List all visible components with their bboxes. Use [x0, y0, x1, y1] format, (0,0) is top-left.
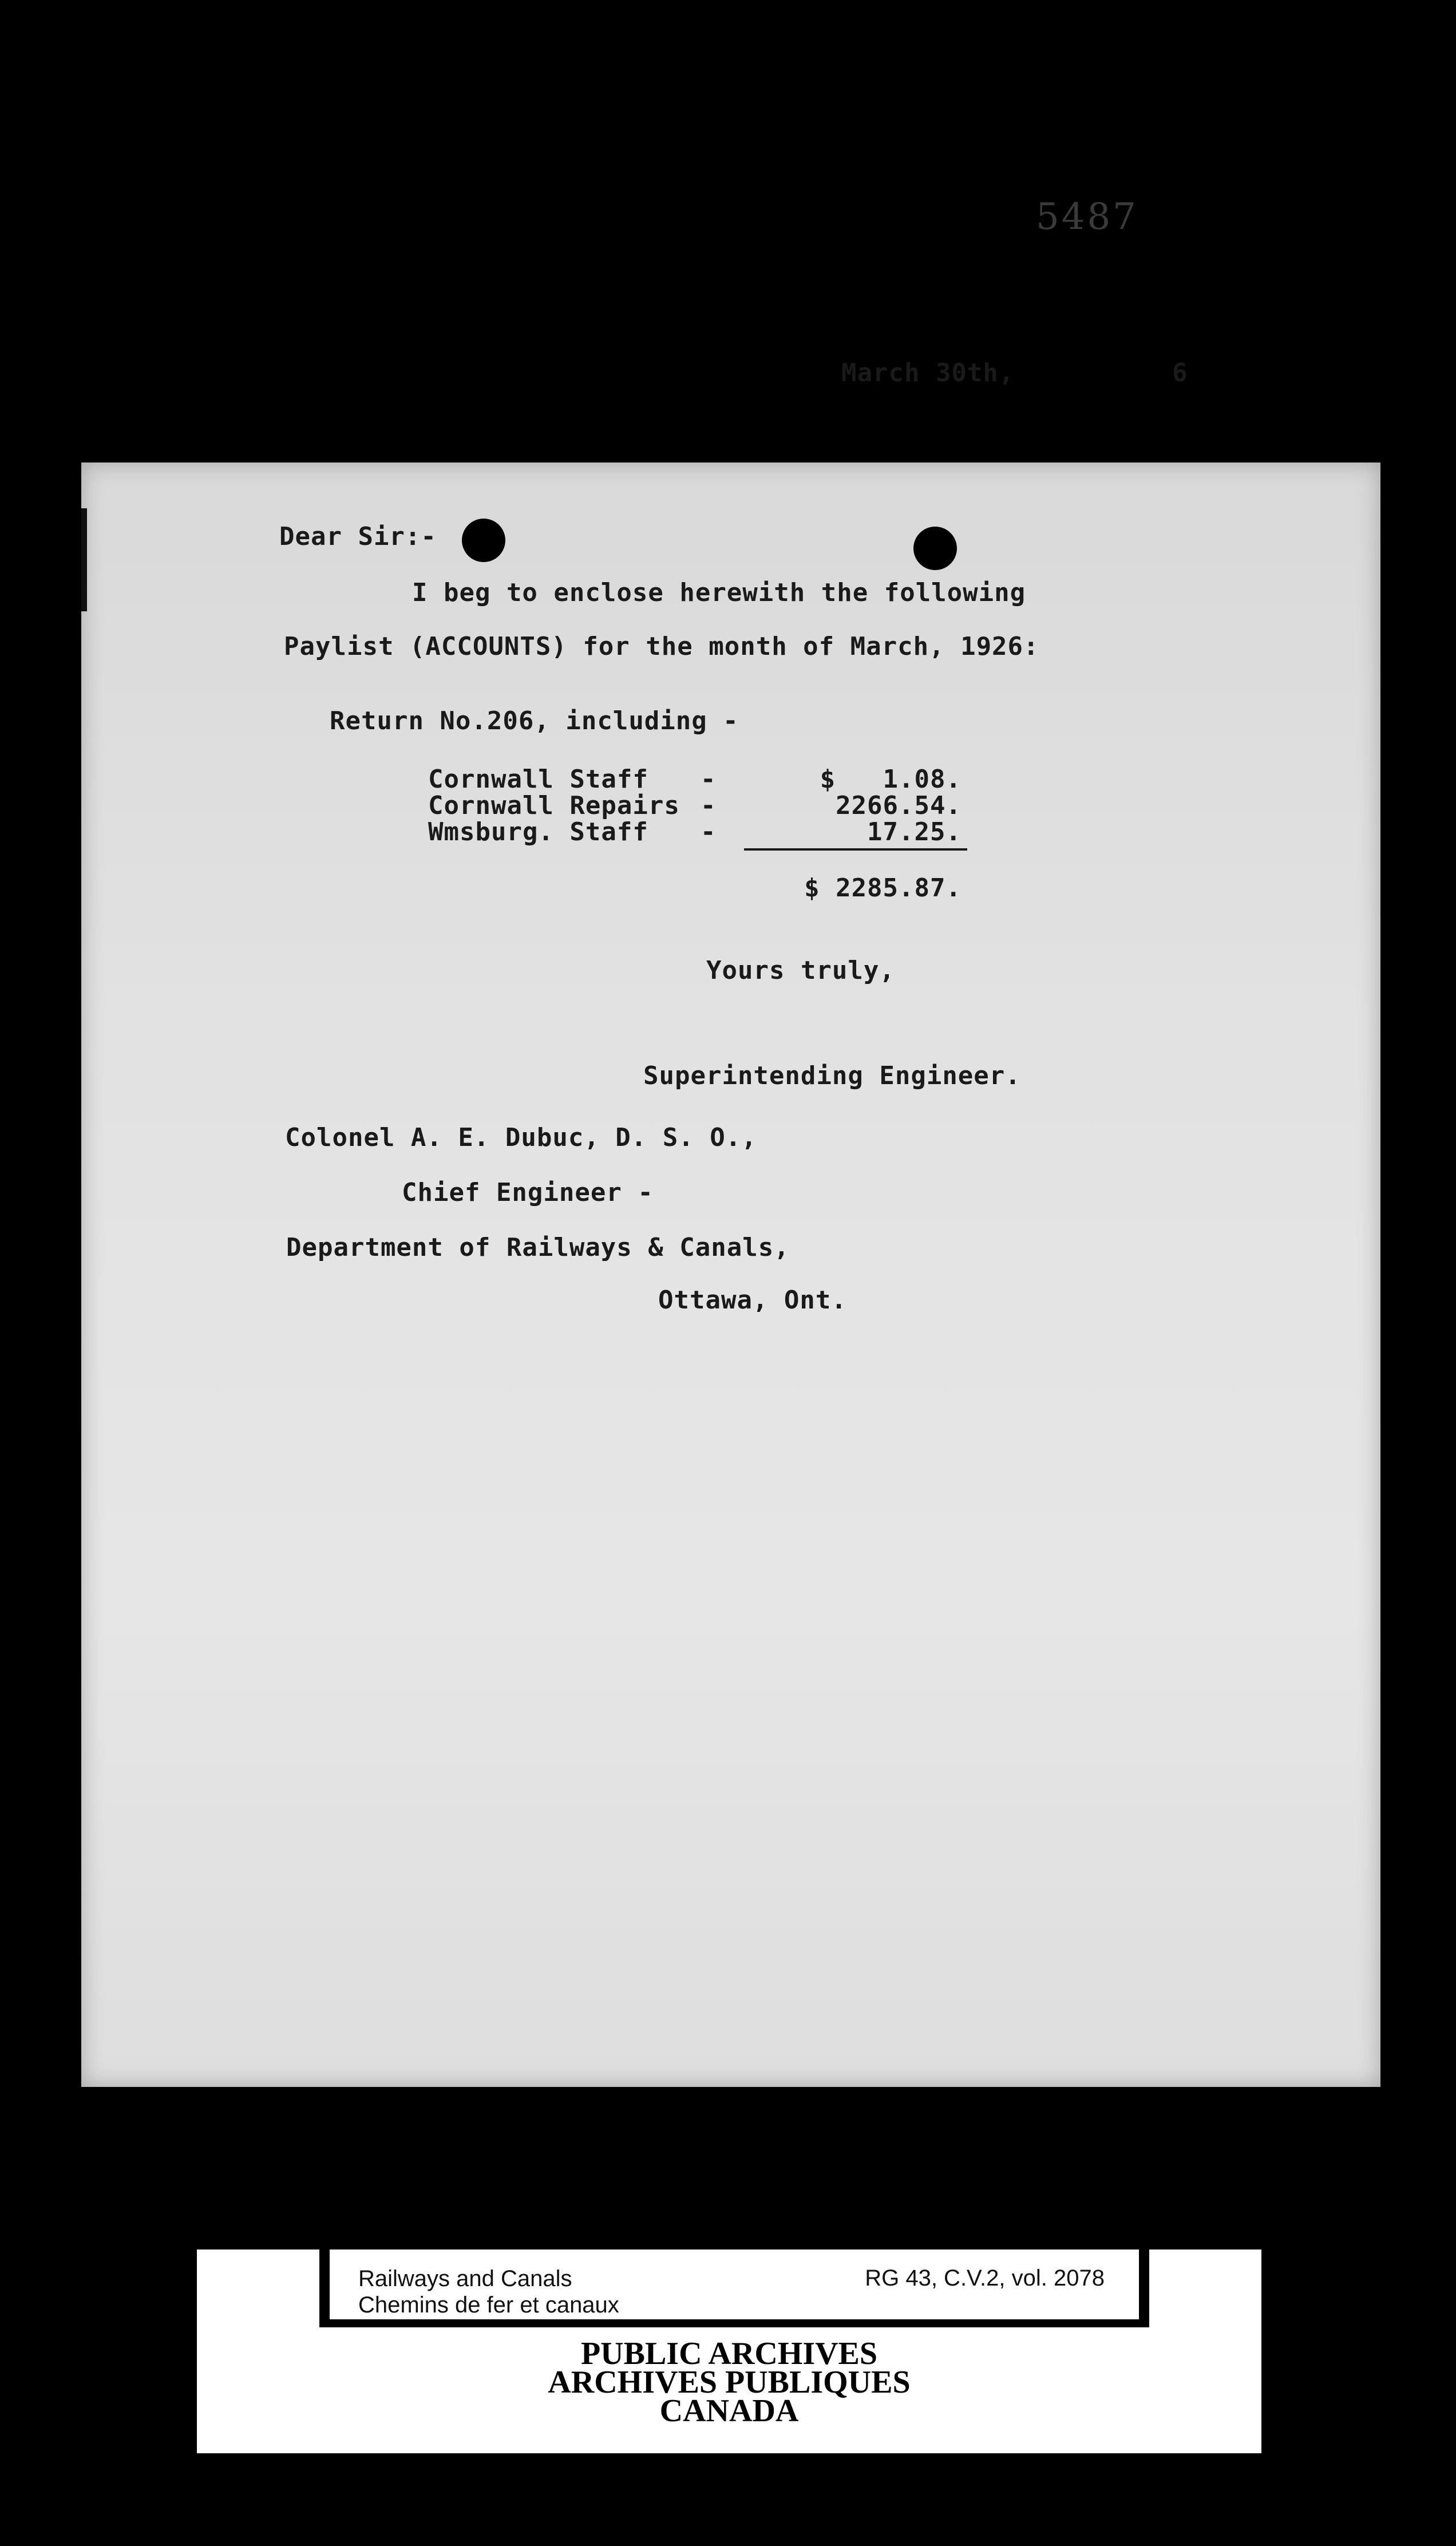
address-line-1: Colonel A. E. Dubuc, D. S. O., [285, 1123, 757, 1152]
punch-hole-left [462, 519, 505, 562]
letter-date: March 30th, [841, 358, 1015, 388]
address-line-4: Ottawa, Ont. [658, 1286, 847, 1315]
signature-title: Superintending Engineer. [643, 1061, 1021, 1090]
item-amount: 2266.54. [836, 791, 962, 820]
return-line: Return No.206, including - [330, 706, 739, 736]
body-line-1: I beg to enclose herewith the following [412, 578, 1026, 607]
item-dash: - [701, 817, 717, 847]
reference-label [319, 2250, 1149, 2327]
salutation: Dear Sir:- [279, 522, 437, 551]
letter-date-suffix: 6 [1172, 358, 1188, 388]
item-label: Cornwall Repairs [428, 791, 680, 820]
department-fr: Chemins de fer et canaux [358, 2292, 619, 2318]
paper-edge-shadow [81, 508, 87, 611]
total-amount: $ 2285.87. [804, 873, 962, 903]
archives-country: CANADA [659, 2393, 799, 2429]
archives-title-fr: ARCHIVES PUBLIQUES [548, 2365, 911, 2400]
item-dash: - [701, 791, 717, 820]
body-line-2: Paylist (ACCOUNTS) for the month of March, 1926: [284, 632, 1039, 661]
item-amount: $ 1.08. [820, 765, 962, 794]
archives-title-en: PUBLIC ARCHIVES [580, 2336, 878, 2371]
item-label: Wmsburg. Staff [428, 817, 648, 847]
item-label: Cornwall Staff [428, 765, 648, 794]
archive-reference: RG 43, C.V.2, vol. 2078 [865, 2266, 1105, 2291]
address-line-2: Chief Engineer - [402, 1178, 654, 1207]
address-line-3: Department of Railways & Canals, [286, 1233, 790, 1262]
file-number: 5487 [1036, 196, 1138, 238]
punch-hole-right [913, 527, 957, 570]
closing: Yours truly, [706, 956, 895, 985]
department-en: Railways and Canals [358, 2266, 572, 2291]
archives-footer [197, 2250, 1261, 2453]
department-name [358, 2266, 619, 2318]
item-amount: 17.25. [867, 817, 962, 847]
total-rule [744, 848, 967, 851]
item-dash: - [701, 765, 717, 794]
